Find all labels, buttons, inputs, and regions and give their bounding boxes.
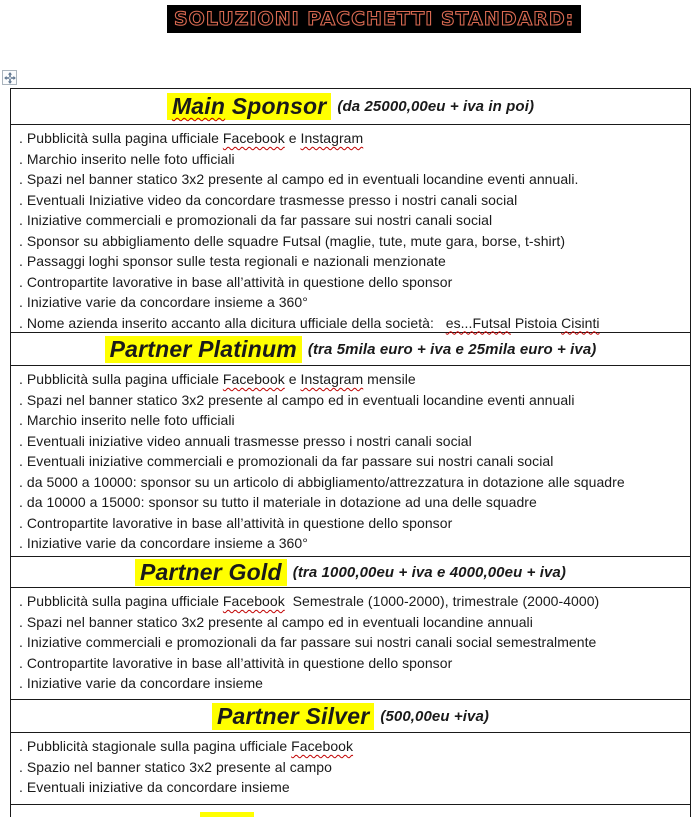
list-item: . da 10000 a 15000: sponsor su tutto il materiale in dotazione ad una delle squadre (19, 494, 537, 510)
section-price-note: (da 25000,00eu + iva in poi) (337, 98, 535, 115)
section-header-partner-gold[interactable] (11, 557, 690, 588)
list-item: . Pubblicità sulla pagina ufficiale Facebook e Instagram (19, 130, 364, 146)
section-title-highlight (212, 703, 374, 730)
section-header-partner-silver[interactable] (11, 700, 690, 733)
list-item: . Eventuali iniziative commerciali e promozionali da far passare sui nostri canali social (19, 453, 554, 469)
document-title: SOLUZIONI PACCHETTI STANDARD: (174, 8, 575, 30)
misspelled-word: Facebook (222, 130, 285, 146)
section-price-note: (tra 5mila euro + iva e 25mila euro + iva) (307, 340, 597, 358)
packages-table[interactable] (10, 88, 691, 817)
list-item: . Pubblicità sulla pagina ufficiale Facebook e Instagram mensile (19, 371, 416, 387)
list-item: . Eventuali Iniziative video da concordare trasmesse presso i nostri canali social (19, 191, 518, 208)
document-title-banner (167, 5, 581, 33)
section-title: Partner Silver (216, 702, 370, 729)
list-item: . Contropartite lavorative in base all’attività in questione dello sponsor (19, 273, 453, 290)
section-header-main-sponsor[interactable] (11, 89, 690, 125)
section-title-highlight (167, 93, 331, 120)
list-item: . Spazio nel banner statico 3x2 presente al campo (19, 758, 332, 775)
list-item: . Pubblicità sulla pagina ufficiale Facebook Semestrale (1000-2000), trimestrale (2000-4000) (19, 593, 600, 609)
list-item: . Spazi nel banner statico 3x2 presente al campo ed in eventuali locandine annuali (19, 613, 533, 630)
four-way-arrow-icon (4, 72, 16, 84)
section-price-note: (500,00eu +iva) (380, 707, 490, 725)
section-body-partner-silver[interactable] (11, 733, 690, 805)
list-item: . Marchio inserito nelle foto ufficiali (19, 150, 235, 167)
section-price-note: (tra 1000,00eu + iva e 4000,00eu + iva) (292, 563, 566, 581)
misspelled-word: Facebook (222, 593, 285, 609)
misspelled-word: Facebook (222, 371, 285, 387)
list-item: . Contropartite lavorative in base all’attività in questione dello sponsor (19, 514, 453, 531)
list-item: . Marchio inserito nelle foto ufficiali (19, 412, 235, 428)
list-item: . Passaggi loghi sponsor sulle testa regionali e nazionali menzionate (19, 253, 446, 269)
list-item: . Eventuali iniziative video annuali trasmesse presso i nostri canali social (19, 432, 472, 449)
list-item: . Sponsor su abbigliamento delle squadre Futsal (maglie, tute, mute gara, borse, t-shirt) (19, 232, 566, 249)
section-title-highlight (105, 336, 302, 363)
section-title: Main Sponsor (171, 93, 327, 119)
list-item: . Nome azienda inserito accanto alla dicitura ufficiale della società: es...Futsal Pistoia Cisinti (19, 314, 600, 331)
list-item: . Iniziative commerciali e promozionali da far passare sui nostri canali social (19, 212, 493, 228)
list-item: . Iniziative varie da concordare insieme (19, 675, 264, 691)
section-title: Partner Platinum (109, 335, 297, 362)
list-item: . Pubblicità stagionale sulla pagina ufficiale Facebook (19, 738, 354, 754)
list-item: . Iniziative varie da concordare insieme a 360° (19, 535, 308, 551)
list-item: . Iniziative varie da concordare insieme a 360° (19, 294, 308, 310)
list-item: . Spazi nel banner statico 3x2 presente al campo ed in eventuali locandine eventi annuali. (19, 171, 579, 187)
list-item: . Iniziative commerciali e promozionali da far passare sui nostri canali social semestralmente (19, 634, 597, 650)
misspelled-word: Instagram (300, 130, 364, 146)
list-item: . da 5000 a 10000: sponsor su un articolo di abbigliamento/attrezzatura in dotazione alle squadre (19, 473, 625, 490)
misspelled-word: Cisinti (561, 314, 600, 331)
section-header-partner-platinum[interactable] (11, 333, 690, 366)
misspelled-word: Instagram (300, 371, 364, 387)
cutoff-section-highlight (200, 812, 254, 817)
misspelled-word: Facebook (291, 738, 354, 754)
table-move-handle-icon[interactable] (2, 70, 17, 85)
misspelled-word: Main (171, 93, 226, 119)
section-title-highlight (135, 559, 287, 586)
list-item: . Contropartite lavorative in base all’attività in questione dello sponsor (19, 654, 453, 671)
section-body-partner-platinum[interactable] (11, 366, 690, 557)
section-body-partner-gold[interactable] (11, 588, 690, 700)
cutoff-section-row[interactable] (11, 805, 690, 817)
misspelled-word: es...Futsal (445, 314, 511, 331)
section-body-main-sponsor[interactable] (11, 125, 690, 333)
section-title: Partner Gold (140, 558, 282, 585)
list-item: . Spazi nel banner statico 3x2 presente al campo ed in eventuali locandine eventi annuali (19, 391, 575, 408)
list-item: . Eventuali iniziative da concordare insieme (19, 779, 290, 795)
